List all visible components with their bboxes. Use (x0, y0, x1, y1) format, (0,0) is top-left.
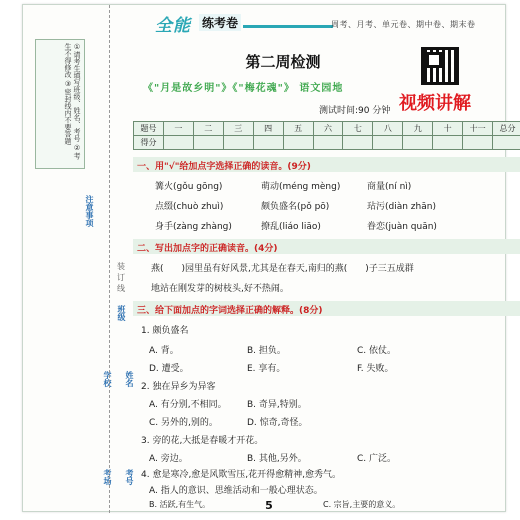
score-header-row (134, 122, 520, 136)
score-input[interactable] (373, 136, 403, 150)
score-cell: 总分 (493, 122, 520, 136)
number-label: 考号 (125, 469, 134, 485)
answer-option[interactable]: B. 活跃,有生气。 (149, 500, 211, 509)
pinyin-item[interactable]: 身手(zàng zhàng) (155, 222, 232, 232)
notice-label: 注意事项 (85, 195, 94, 227)
pinyin-item[interactable]: 撩乱(liáo liāo) (261, 222, 321, 232)
page-number: 5 (265, 499, 273, 512)
score-input[interactable] (313, 136, 343, 150)
score-cell: 二 (193, 122, 223, 136)
answer-option[interactable]: C. 另外的,别的。 (149, 418, 218, 428)
score-input[interactable] (193, 136, 223, 150)
pinyin-item[interactable]: 点缀(chuò zhuì) (155, 202, 224, 212)
score-cell: 十 (433, 122, 463, 136)
score-table (133, 121, 520, 150)
score-cell: 题号 (134, 122, 164, 136)
pinyin-item[interactable]: 萌动(méng mèng) (261, 182, 341, 192)
score-input[interactable] (493, 136, 520, 150)
answer-option[interactable]: F. 失败。 (357, 364, 394, 374)
answer-option[interactable]: A. 指人的意识、思维活动和一般心理状态。 (149, 486, 323, 496)
sentence-line[interactable]: 燕( )园里虽有好风景,尤其是在春天,南归的燕( )子三五成群 (151, 264, 414, 274)
binding-margin (23, 5, 134, 513)
hall-label: 考场 (103, 469, 112, 485)
answer-option[interactable]: A. 旁边。 (149, 454, 188, 464)
answer-option[interactable]: C. 宗旨,主要的意义。 (323, 500, 401, 509)
pinyin-item[interactable]: 颇负盛名(pǒ pō) (261, 202, 330, 212)
score-input[interactable] (223, 136, 253, 150)
brand-logo: 全能 (155, 16, 191, 36)
pinyin-item[interactable]: 商量(ní nì) (367, 182, 412, 192)
binding-line (109, 5, 110, 513)
score-input[interactable] (463, 136, 493, 150)
page-subtitle: 《"月是故乡明"》《"梅花魂"》 语文园地 (143, 83, 344, 94)
score-cell: 十一 (463, 122, 493, 136)
score-label: 得分 (134, 136, 164, 150)
pinyin-item[interactable]: 玷污(diàn zhān) (367, 202, 436, 212)
qr-code-icon[interactable] (421, 47, 459, 85)
question-stem: 1. 颇负盛名 (141, 326, 189, 336)
name-label: 姓名 (125, 371, 134, 387)
instructions-note: ①请考生填写班级、姓名、考号 ②考生不得修改 ③密封线内不要答题 (35, 39, 85, 169)
score-input[interactable] (253, 136, 283, 150)
pinyin-item[interactable]: 篝火(gǒu gōng) (155, 182, 223, 192)
score-input[interactable] (163, 136, 193, 150)
answer-option[interactable]: B. 其他,另外。 (247, 454, 307, 464)
answer-option[interactable]: E. 享有。 (247, 364, 286, 374)
sentence-line: 地站在刚发芽的树枝头,好不热闹。 (151, 284, 289, 294)
score-cell: 八 (373, 122, 403, 136)
score-cell: 四 (253, 122, 283, 136)
question-stem: 2. 独在异乡为异客 (141, 382, 216, 392)
section-2-heading: 二、写出加点字的正确读音。(4分) (133, 239, 520, 254)
answer-option[interactable]: A. 背。 (149, 346, 179, 356)
score-input[interactable] (403, 136, 433, 150)
video-explanation-link[interactable]: 视频讲解 (399, 93, 471, 114)
section-3-heading: 三、给下面加点的字词选择正确的解释。(8分) (133, 301, 520, 316)
answer-option[interactable]: C. 依仗。 (357, 346, 397, 356)
fold-mark: 装订线 (117, 262, 125, 293)
question-stem: 3. 旁的花,大抵是春暖才开花。 (141, 436, 264, 446)
score-cell: 七 (343, 122, 373, 136)
school-label: 学校 (103, 371, 112, 387)
score-input[interactable] (343, 136, 373, 150)
question-stem: 4. 愈是寒冷,愈是风欺雪压,花开得愈精神,愈秀气。 (141, 470, 342, 480)
pinyin-item[interactable]: 眷恋(juàn quān) (367, 222, 437, 232)
brand-header (93, 9, 520, 37)
brand-underline (243, 25, 333, 28)
answer-option[interactable]: B. 奇异,特别。 (247, 400, 307, 410)
series-list: 周考、月考、单元卷、期中卷、期末卷 (331, 20, 476, 29)
answer-option[interactable]: B. 担负。 (247, 346, 286, 356)
answer-option[interactable]: D. 惊奇,奇怪。 (247, 418, 308, 428)
test-time: 测试时间:90 分钟 (319, 106, 391, 116)
score-cell: 五 (283, 122, 313, 136)
brand-subtitle: 练考卷 (199, 14, 241, 31)
answer-option[interactable]: C. 广泛。 (357, 454, 397, 464)
score-input[interactable] (283, 136, 313, 150)
answer-option[interactable]: D. 遭受。 (149, 364, 189, 374)
class-label: 班级 (117, 305, 126, 321)
score-input-row (134, 136, 520, 150)
score-cell: 三 (223, 122, 253, 136)
answer-option[interactable]: A. 有分别,不相同。 (149, 400, 227, 410)
score-cell: 九 (403, 122, 433, 136)
section-1-heading: 一、用"√"给加点字选择正确的读音。(9分) (133, 157, 520, 172)
score-cell: 六 (313, 122, 343, 136)
page-title: 第二周检测 (245, 53, 321, 71)
exam-page (22, 4, 516, 512)
score-cell: 一 (163, 122, 193, 136)
score-input[interactable] (433, 136, 463, 150)
